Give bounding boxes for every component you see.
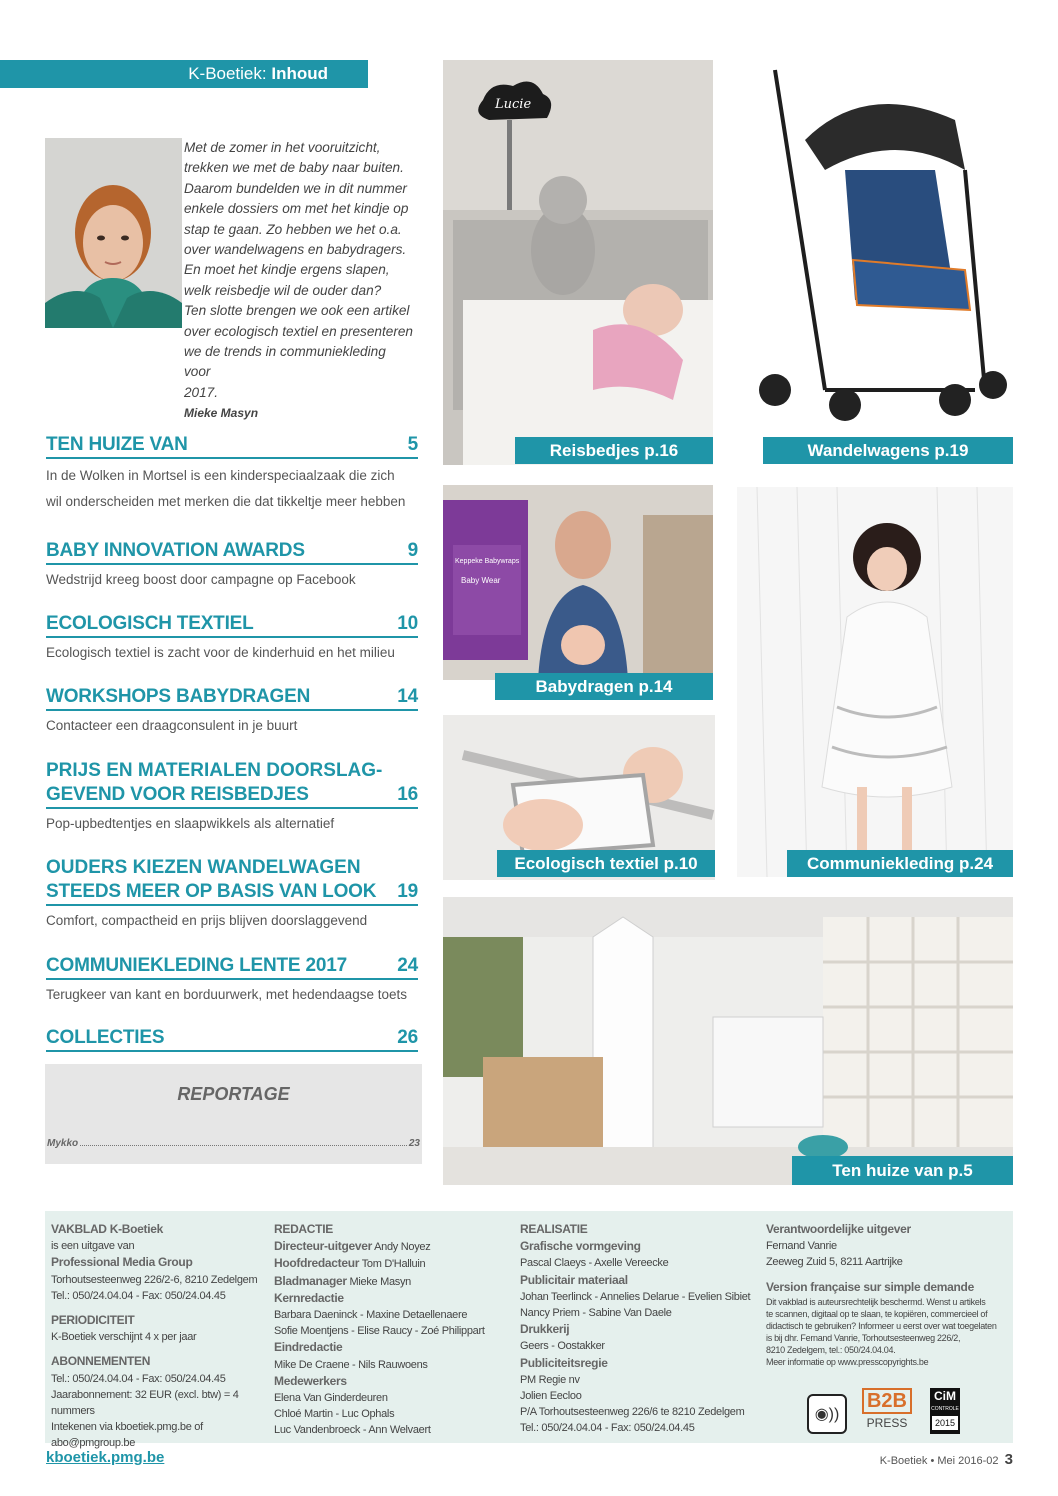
spacer [51, 1345, 271, 1353]
colophon-column-redactie [274, 1221, 494, 1439]
colophon-label: Kernredactie [274, 1290, 344, 1305]
colophon-line [274, 1339, 494, 1356]
banner-text: Baby Wear [461, 576, 501, 585]
toc-description: Pop-upbedtentjes en slaapwikkels als alternatief [46, 816, 335, 831]
reportage-title: REPORTAGE [177, 1084, 290, 1104]
website-link[interactable]: kboetiek.pmg.be [46, 1449, 165, 1466]
colophon-line [520, 1420, 760, 1436]
colophon-text: Tel.: 050/24.04.04 - Fax: 050/24.04.45 [51, 1372, 226, 1385]
colophon-line [274, 1422, 494, 1438]
toc-desc-line: wil onderscheiden met merken die dat tikkeltje meer hebben [46, 494, 406, 509]
caption-ten-huize-van[interactable]: Ten huize van p.5 [792, 1156, 1013, 1185]
colophon-line [51, 1371, 271, 1387]
header-title: Inhoud [271, 64, 328, 83]
colophon-line [51, 1312, 271, 1329]
toc-title: GEVEND VOOR REISBEDJES [46, 784, 309, 805]
colophon-line [51, 1221, 271, 1238]
toc-title: COMMUNIEKLEDING LENTE 2017 [46, 955, 347, 976]
toc-entry[interactable] [46, 954, 418, 1008]
toc-page: 16 [397, 784, 418, 805]
colophon-text: Torhoutsesteenweg 226/2-6, 8210 Zedelgem [51, 1273, 258, 1286]
cim-year: 2015 [932, 1416, 958, 1430]
colophon-text: Zeeweg Zuid 5, 8211 Aartrijke [766, 1256, 903, 1269]
cim-controle: CONTROLE [931, 1406, 959, 1412]
intro-line: enkele dossiers om met het kindje op [184, 201, 409, 217]
toc-entry[interactable] [46, 1026, 418, 1052]
page-number: 3 [1004, 1451, 1013, 1468]
toc-heading[interactable] [46, 954, 418, 980]
colophon-line [274, 1390, 494, 1406]
colophon-line [766, 1332, 1006, 1344]
colophon-text: Mike De Craene - Nils Rauwoens [274, 1358, 428, 1371]
caption-reisbedjes[interactable]: Reisbedjes p.16 [515, 437, 713, 464]
colophon-column-publisher [51, 1221, 271, 1452]
colophon-line [520, 1388, 760, 1404]
colophon-line [766, 1254, 1006, 1270]
press-label: PRESS [866, 1416, 908, 1430]
colophon-text: Tel.: 050/24.04.04 - Fax: 050/24.04.45 [520, 1422, 695, 1435]
colophon-column-realisatie [520, 1221, 760, 1437]
toc-page: 19 [397, 881, 418, 902]
colophon-text: PM Regie nv [520, 1373, 580, 1386]
colophon-line [274, 1273, 494, 1290]
colophon-label: VAKBLAD K-Boetiek [51, 1222, 164, 1236]
toc-page: 14 [397, 686, 418, 707]
caption-wandelwagens[interactable]: Wandelwagens p.19 [763, 437, 1013, 464]
intro-line: Met de zomer in het vooruitzicht, [184, 140, 381, 155]
photo-reisbedjes [443, 60, 713, 465]
colophon-line [520, 1272, 760, 1289]
colophon-line [520, 1221, 760, 1238]
colophon-line [51, 1288, 271, 1304]
colophon-label: Version française sur simple demande [766, 1279, 974, 1294]
intro-line: we de trends in communiekleding voor [184, 344, 386, 380]
toc-title-line1: PRIJS EN MATERIALEN DOORSLAG- [46, 760, 383, 781]
colophon-line [274, 1238, 494, 1255]
colophon-line [51, 1353, 271, 1370]
colophon-line [51, 1387, 271, 1419]
b2b-press-logo [862, 1388, 912, 1434]
toc-heading[interactable] [46, 685, 418, 711]
toc-entry[interactable] [46, 539, 418, 593]
colophon-text: K-Boetiek verschijnt 4 x per jaar [51, 1331, 197, 1344]
colophon-label: Publicitair materiaal [520, 1272, 628, 1287]
colophon-label: Publiciteitsregie [520, 1355, 608, 1370]
toc-heading[interactable] [46, 433, 418, 459]
colophon-text: Luc Vandenbroeck - Ann Welvaert [274, 1424, 431, 1437]
colophon-text: Johan Teerlinck - Annelies Delarue - Evelien Sibiet [520, 1290, 751, 1303]
colophon-line [766, 1320, 1006, 1332]
colophon-text: Fernand Vanrie [766, 1240, 837, 1253]
toc-title: BABY INNOVATION AWARDS [46, 540, 305, 561]
toc-heading[interactable] [46, 1026, 418, 1052]
header-prefix: K-Boetiek: [188, 64, 272, 83]
photo-communiekleding [737, 487, 1013, 877]
toc-heading[interactable] [46, 880, 418, 906]
colophon-line [766, 1356, 1006, 1368]
reportage-box [45, 1064, 422, 1164]
colophon-label: Professional Media Group [51, 1255, 193, 1270]
spacer [766, 1271, 1006, 1279]
toc-title-line1: OUDERS KIEZEN WANDELWAGEN [46, 857, 361, 878]
colophon-text: Sofie Moentjens - Elise Raucy - Zoé Philippart [274, 1325, 485, 1338]
colophon-text: Andy Noyez [371, 1241, 431, 1254]
editorial-intro [184, 138, 414, 424]
photo-wandelwagens [745, 60, 1013, 440]
colophon-label: Hoofdredacteur [274, 1256, 360, 1271]
colophon-text: Chloé Martin - Luc Ophals [274, 1408, 395, 1421]
toc-heading[interactable] [46, 539, 418, 565]
colophon-text: Elena Van Ginderdeuren [274, 1392, 388, 1405]
colophon-column-uitgever [766, 1221, 1006, 1368]
colophon-small-text: Meer informatie op www.presscopyrights.be [766, 1356, 929, 1367]
colophon-small-text: te scannen, digitaal op te slaan, te kopiëren, commercieel of [766, 1308, 988, 1319]
colophon-small-text: 8210 Zedelgem, tel.: 050/24.04.04. [766, 1344, 896, 1355]
toc-description: Contacteer een draagconsulent in je buurt [46, 718, 298, 733]
spacer [51, 1304, 271, 1312]
colophon-line [274, 1406, 494, 1422]
colophon-label: ABONNEMENTEN [51, 1354, 151, 1369]
colophon-line [520, 1305, 760, 1321]
toc-title: COLLECTIES [46, 1027, 165, 1048]
toc-entry[interactable] [46, 612, 418, 666]
toc-page: 9 [407, 540, 418, 561]
colophon-text: Geers - Oostakker [520, 1340, 605, 1353]
colophon-line [274, 1373, 494, 1390]
colophon-text: Tom D'Halluin [359, 1258, 426, 1271]
intro-line: over wandelwagens en babydragers. [184, 242, 407, 258]
toc-entry[interactable] [46, 433, 418, 515]
colophon-line [766, 1344, 1006, 1356]
intro-line: En moet het kindje ergens slapen, [184, 262, 390, 278]
colophon-line [520, 1355, 760, 1372]
toc-title: STEEDS MEER OP BASIS VAN LOOK [46, 881, 377, 902]
colophon-line [51, 1238, 271, 1254]
toc-heading[interactable] [46, 783, 418, 809]
colophon-line [520, 1404, 760, 1420]
photo-babydragen [443, 485, 713, 680]
b2b-mark: B2B [862, 1388, 912, 1414]
colophon-line [520, 1289, 760, 1305]
colophon-line [520, 1255, 760, 1271]
toc-desc-line: In de Wolken in Mortsel is een kinderspeciaalzaak die zich [46, 468, 395, 483]
colophon-text: Intekenen via kboetiek.pmg.be of abo@pmgroup.be [51, 1421, 203, 1450]
photo-ten-huize-van [443, 897, 1013, 1185]
toc-description: Terugkeer van kant en borduurwerk, met hedendaagse toets [46, 987, 407, 1002]
toc-page: 10 [397, 613, 418, 634]
toc-description: Wedstrijd kreeg boost door campagne op Facebook [46, 572, 356, 587]
toc-entry[interactable] [46, 856, 418, 934]
colophon-line [51, 1329, 271, 1345]
toc-title: ECOLOGISCH TEXTIEL [46, 613, 254, 634]
colophon-small-text: is bij dhr. Fernand Vanrie, Torhoutsesteenweg 226/2, [766, 1332, 961, 1343]
toc-entry[interactable] [46, 759, 418, 837]
colophon-text: P/A Torhoutsesteenweg 226/6 te 8210 Zedelgem [520, 1406, 745, 1419]
colophon-line [274, 1290, 494, 1307]
intro-line: stap te gaan. Zo hebben we het o.a. [184, 221, 402, 237]
colophon-text: is een uitgave van [51, 1240, 135, 1253]
toc-page: 5 [407, 434, 418, 455]
toc-description [46, 463, 418, 515]
cim-logo [930, 1388, 960, 1434]
toc-description: Comfort, compactheid en prijs blijven doorslaggevend [46, 913, 368, 928]
colophon-label: PERIODICITEIT [51, 1313, 135, 1328]
cim-mark: CiM [934, 1389, 956, 1403]
colophon-label: Verantwoordelijke uitgever [766, 1222, 911, 1236]
colophon-line [766, 1296, 1006, 1308]
colophon-line [766, 1238, 1006, 1254]
intro-line: trekken we met de baby naar buiten. [184, 160, 404, 176]
colophon-label: Bladmanager [274, 1273, 347, 1288]
colophon-line [51, 1419, 271, 1451]
caption-communiekleding[interactable]: Communiekleding p.24 [787, 850, 1013, 877]
audio-logo-icon: ◉)) [807, 1394, 847, 1434]
colophon-line [766, 1279, 1006, 1296]
reportage-item-page: 23 [408, 1138, 420, 1149]
colophon-line [520, 1372, 760, 1388]
colophon-line [51, 1254, 271, 1271]
toc-page: 24 [397, 955, 418, 976]
intro-signature: Mieke Masyn [184, 406, 259, 421]
intro-line: welk reisbedje wil de ouder dan? [184, 282, 382, 298]
colophon-line [274, 1255, 494, 1272]
colophon-line [520, 1338, 760, 1354]
colophon-text: Mieke Masyn [346, 1275, 411, 1288]
colophon-line [766, 1221, 1006, 1238]
colophon-label: REALISATIE [520, 1222, 588, 1236]
colophon-text: Tel.: 050/24.04.04 - Fax: 050/24.04.45 [51, 1289, 226, 1302]
colophon-line [274, 1323, 494, 1339]
colophon-line [520, 1321, 760, 1338]
colophon-line [520, 1238, 760, 1255]
reportage-item[interactable] [47, 1138, 420, 1149]
intro-line: 2017. [184, 384, 219, 400]
colophon-line [274, 1221, 494, 1238]
colophon-line [274, 1307, 494, 1323]
toc-description: Ecologisch textiel is zacht voor de kinderhuid en het milieu [46, 645, 395, 660]
toc-title: TEN HUIZE VAN [46, 434, 188, 455]
caption-ecologisch-textiel[interactable]: Ecologisch textiel p.10 [497, 850, 715, 877]
page-footer [880, 1451, 1013, 1468]
toc-page: 26 [397, 1027, 418, 1048]
colophon-line [766, 1308, 1006, 1320]
intro-line: over ecologisch textiel en presenteren [184, 323, 413, 339]
colophon-text: Nancy Priem - Sabine Van Daele [520, 1307, 672, 1320]
colophon-label: Directeur-uitgever [274, 1239, 372, 1254]
colophon-text: Jolien Eecloo [520, 1390, 582, 1403]
caption-babydragen[interactable]: Babydragen p.14 [495, 673, 713, 700]
colophon-small-text: Dit vakblad is auteursrechtelijk beschermd. Wenst u artikels [766, 1296, 986, 1307]
toc-title: WORKSHOPS BABYDRAGEN [46, 686, 311, 707]
colophon-small-text: didactisch te gebruiken? Informeer u eerst over wat toegelaten [766, 1320, 997, 1331]
section-header [0, 60, 368, 88]
toc-heading[interactable] [46, 612, 418, 638]
colophon-text: Barbara Daeninck - Maxine Detaellenaere [274, 1309, 468, 1322]
colophon-label: Eindredactie [274, 1340, 343, 1355]
photo-sign-text: Lucie [495, 97, 532, 112]
toc-entry[interactable] [46, 685, 418, 739]
colophon-label: Medewerkers [274, 1373, 347, 1388]
banner-text: Keppeke Babywraps [455, 558, 520, 565]
leader-dots [80, 1138, 407, 1146]
issue-label: K-Boetiek • Mei 2016-02 [879, 1455, 999, 1467]
editor-portrait [45, 138, 182, 328]
colophon-line [51, 1272, 271, 1288]
colophon-text: Pascal Claeys - Axelle Vereecke [520, 1257, 669, 1270]
colophon-line [274, 1357, 494, 1373]
intro-line: Daarom bundelden we in dit nummer [184, 180, 407, 196]
colophon-label: REDACTIE [274, 1222, 333, 1236]
colophon-text: Jaarabonnement: 32 EUR (excl. btw) = 4 nummers [51, 1388, 239, 1418]
intro-line: Ten slotte brengen we ook een artikel [184, 303, 410, 319]
colophon-label: Grafische vormgeving [520, 1239, 641, 1254]
colophon-label: Drukkerij [520, 1322, 570, 1337]
reportage-item-name: Mykko [47, 1138, 79, 1149]
